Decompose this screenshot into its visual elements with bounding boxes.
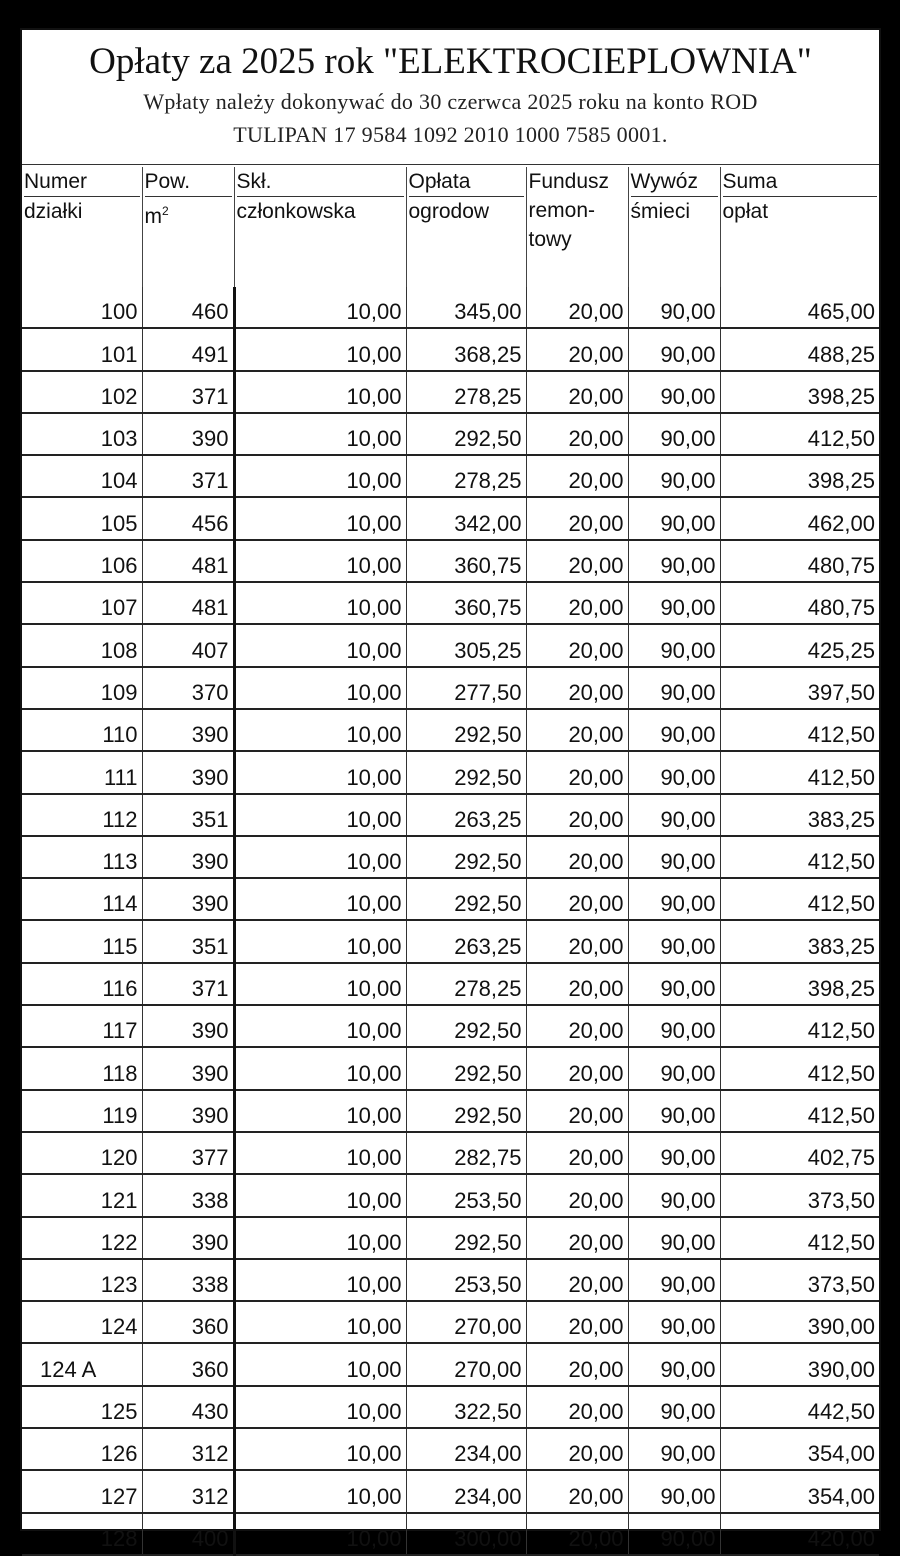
area-cell: 430 [142,1386,234,1428]
membership-fee-cell: 10,00 [234,540,406,582]
area-cell: 312 [142,1470,234,1512]
garden-fee-cell: 278,25 [406,371,526,413]
plot-number-cell: 115 [22,920,142,962]
total-cell: 398,25 [720,371,879,413]
garden-fee-cell: 292,50 [406,1217,526,1259]
plot-number-cell: 125 [22,1386,142,1428]
waste-removal-cell: 90,00 [628,497,720,539]
area-cell: 360 [142,1343,234,1385]
repair-fund-cell: 20,00 [526,1090,628,1132]
waste-removal-cell: 90,00 [628,1047,720,1089]
area-cell: 390 [142,1090,234,1132]
area-cell: 407 [142,624,234,666]
table-row [22,878,879,920]
area-cell: 360 [142,1301,234,1343]
plot-number-cell: 101 [22,328,142,370]
table-row [22,624,879,666]
header-area: Pow. $m^2$ [142,167,234,287]
area-cell: 390 [142,836,234,878]
total-cell: 412,50 [720,751,879,793]
repair-fund-cell: 20,00 [526,667,628,709]
area-cell: 351 [142,920,234,962]
total-cell: 354,00 [720,1428,879,1470]
garden-fee-cell: 234,00 [406,1470,526,1512]
repair-fund-cell: 20,00 [526,751,628,793]
table-row [22,371,879,413]
table-row [22,1301,879,1343]
plot-number-cell: 104 [22,455,142,497]
garden-fee-cell: 234,00 [406,1428,526,1470]
membership-fee-cell: 10,00 [234,455,406,497]
plot-number-cell: 124 [22,1301,142,1343]
table-row [22,1005,879,1047]
total-cell: 412,50 [720,1005,879,1047]
fees-table [22,167,879,1556]
garden-fee-cell: 360,75 [406,582,526,624]
waste-removal-cell: 90,00 [628,1470,720,1512]
area-cell: 390 [142,1047,234,1089]
garden-fee-cell: 292,50 [406,413,526,455]
plot-number-cell: 107 [22,582,142,624]
repair-fund-cell: 20,00 [526,920,628,962]
membership-fee-cell: 10,00 [234,624,406,666]
table-row [22,497,879,539]
waste-removal-cell: 90,00 [628,1386,720,1428]
garden-fee-cell: 345,00 [406,287,526,328]
total-cell: 412,50 [720,1217,879,1259]
table-row [22,963,879,1005]
repair-fund-cell: 20,00 [526,371,628,413]
garden-fee-cell: 368,25 [406,328,526,370]
total-cell: 465,00 [720,287,879,328]
repair-fund-cell: 20,00 [526,709,628,751]
area-cell: 338 [142,1259,234,1301]
waste-removal-cell: 90,00 [628,1132,720,1174]
total-cell: 383,25 [720,920,879,962]
waste-removal-cell: 90,00 [628,878,720,920]
waste-removal-cell: 90,00 [628,540,720,582]
membership-fee-cell: 10,00 [234,287,406,328]
garden-fee-cell: 282,75 [406,1132,526,1174]
waste-removal-cell: 90,00 [628,413,720,455]
plot-number-cell: 110 [22,709,142,751]
membership-fee-cell: 10,00 [234,1090,406,1132]
waste-removal-cell: 90,00 [628,794,720,836]
table-row [22,920,879,962]
total-cell: 480,75 [720,540,879,582]
plot-number-cell: 124 A [22,1343,142,1385]
total-cell: 402,75 [720,1132,879,1174]
membership-fee-cell: 10,00 [234,836,406,878]
membership-fee-cell: 10,00 [234,709,406,751]
header-plot-number: Numer działki [22,167,142,287]
garden-fee-cell: 278,25 [406,455,526,497]
plot-number-cell: 109 [22,667,142,709]
waste-removal-cell: 90,00 [628,328,720,370]
plot-number-cell: 114 [22,878,142,920]
table-row [22,709,879,751]
total-cell: 412,50 [720,836,879,878]
garden-fee-cell: 322,50 [406,1386,526,1428]
table-row [22,1132,879,1174]
garden-fee-cell: 300,00 [406,1513,526,1555]
plot-number-cell: 128 [22,1513,142,1555]
membership-fee-cell: 10,00 [234,1005,406,1047]
garden-fee-cell: 263,25 [406,920,526,962]
repair-fund-cell: 20,00 [526,413,628,455]
area-cell: 390 [142,1217,234,1259]
area-cell: 377 [142,1132,234,1174]
waste-removal-cell: 90,00 [628,1343,720,1385]
repair-fund-cell: 20,00 [526,1132,628,1174]
repair-fund-cell: 20,00 [526,497,628,539]
garden-fee-cell: 263,25 [406,794,526,836]
repair-fund-cell: 20,00 [526,328,628,370]
area-cell: 481 [142,540,234,582]
garden-fee-cell: 292,50 [406,878,526,920]
repair-fund-cell: 20,00 [526,963,628,1005]
total-cell: 412,50 [720,878,879,920]
waste-removal-cell: 90,00 [628,1428,720,1470]
garden-fee-cell: 253,50 [406,1174,526,1216]
plot-number-cell: 105 [22,497,142,539]
repair-fund-cell: 20,00 [526,1428,628,1470]
garden-fee-cell: 342,00 [406,497,526,539]
area-cell: 400 [142,1513,234,1555]
plot-number-cell: 106 [22,540,142,582]
total-cell: 480,75 [720,582,879,624]
plot-number-cell: 127 [22,1470,142,1512]
table-row [22,1428,879,1470]
table-row [22,1174,879,1216]
table-body [22,287,879,1555]
membership-fee-cell: 10,00 [234,794,406,836]
plot-number-cell: 103 [22,413,142,455]
membership-fee-cell: 10,00 [234,328,406,370]
garden-fee-cell: 270,00 [406,1343,526,1385]
membership-fee-cell: 10,00 [234,1470,406,1512]
repair-fund-cell: 20,00 [526,624,628,666]
table-row [22,1386,879,1428]
waste-removal-cell: 90,00 [628,1217,720,1259]
waste-removal-cell: 90,00 [628,287,720,328]
total-cell: 398,25 [720,963,879,1005]
area-cell: 390 [142,751,234,793]
total-cell: 390,00 [720,1343,879,1385]
table-row [22,1090,879,1132]
total-cell: 462,00 [720,497,879,539]
plot-number-cell: 119 [22,1090,142,1132]
waste-removal-cell: 90,00 [628,751,720,793]
membership-fee-cell: 10,00 [234,963,406,1005]
waste-removal-cell: 90,00 [628,920,720,962]
garden-fee-cell: 292,50 [406,1047,526,1089]
garden-fee-cell: 292,50 [406,836,526,878]
repair-fund-cell: 20,00 [526,1217,628,1259]
total-cell: 373,50 [720,1174,879,1216]
plot-number-cell: 100 [22,287,142,328]
payment-instruction: Wpłaty należy dokonywać do 30 czerwca 2025 roku na konto ROD [143,89,758,114]
garden-fee-cell: 278,25 [406,963,526,1005]
total-cell: 412,50 [720,413,879,455]
repair-fund-cell: 20,00 [526,1343,628,1385]
repair-fund-cell: 20,00 [526,794,628,836]
total-cell: 442,50 [720,1386,879,1428]
repair-fund-cell: 20,00 [526,540,628,582]
repair-fund-cell: 20,00 [526,1470,628,1512]
table-row [22,287,879,328]
header-total: Suma opłat [720,167,879,287]
table-row [22,794,879,836]
area-cell: 390 [142,878,234,920]
fee-sheet [20,28,881,1551]
header-garden-fee: Opłata ogrodow [406,167,526,287]
header-waste-removal: Wywóz śmieci [628,167,720,287]
repair-fund-cell: 20,00 [526,1386,628,1428]
total-cell: 412,50 [720,1090,879,1132]
plot-number-cell: 120 [22,1132,142,1174]
waste-removal-cell: 90,00 [628,1090,720,1132]
membership-fee-cell: 10,00 [234,497,406,539]
bank-account: TULIPAN 17 9584 1092 2010 1000 7585 0001. [233,122,668,147]
plot-number-cell: 117 [22,1005,142,1047]
garden-fee-cell: 253,50 [406,1259,526,1301]
table-row [22,328,879,370]
area-cell: 390 [142,709,234,751]
table-row [22,455,879,497]
total-cell: 354,00 [720,1470,879,1512]
garden-fee-cell: 360,75 [406,540,526,582]
table-header [22,167,879,287]
total-cell: 420,00 [720,1513,879,1555]
header-membership-fee: Skł. członkowska [234,167,406,287]
waste-removal-cell: 90,00 [628,667,720,709]
area-cell: 481 [142,582,234,624]
table-row [22,413,879,455]
waste-removal-cell: 90,00 [628,371,720,413]
repair-fund-cell: 20,00 [526,1259,628,1301]
repair-fund-cell: 20,00 [526,1047,628,1089]
table-row [22,667,879,709]
plot-number-cell: 116 [22,963,142,1005]
area-cell: 390 [142,1005,234,1047]
plot-number-cell: 111 [22,751,142,793]
plot-number-cell: 108 [22,624,142,666]
garden-fee-cell: 292,50 [406,1090,526,1132]
table-row [22,1259,879,1301]
waste-removal-cell: 90,00 [628,624,720,666]
table-row [22,1343,879,1385]
area-cell: 491 [142,328,234,370]
table-row [22,751,879,793]
membership-fee-cell: 10,00 [234,878,406,920]
table-row [22,1217,879,1259]
page-title: Opłaty za 2025 rok "ELEKTROCIEPLOWNIA" [89,41,812,82]
table-row [22,540,879,582]
membership-fee-cell: 10,00 [234,371,406,413]
area-cell: 371 [142,455,234,497]
membership-fee-cell: 10,00 [234,667,406,709]
waste-removal-cell: 90,00 [628,1174,720,1216]
garden-fee-cell: 277,50 [406,667,526,709]
plot-number-cell: 102 [22,371,142,413]
waste-removal-cell: 90,00 [628,836,720,878]
table-row [22,1047,879,1089]
table-row [22,1513,879,1555]
table-row [22,1470,879,1512]
plot-number-cell: 121 [22,1174,142,1216]
garden-fee-cell: 292,50 [406,751,526,793]
plot-number-cell: 112 [22,794,142,836]
total-cell: 412,50 [720,709,879,751]
waste-removal-cell: 90,00 [628,1259,720,1301]
total-cell: 390,00 [720,1301,879,1343]
garden-fee-cell: 292,50 [406,709,526,751]
membership-fee-cell: 10,00 [234,1428,406,1470]
waste-removal-cell: 90,00 [628,455,720,497]
area-cell: 460 [142,287,234,328]
area-cell: 312 [142,1428,234,1470]
plot-number-cell: 122 [22,1217,142,1259]
total-cell: 425,25 [720,624,879,666]
membership-fee-cell: 10,00 [234,1259,406,1301]
garden-fee-cell: 305,25 [406,624,526,666]
garden-fee-cell: 270,00 [406,1301,526,1343]
total-cell: 373,50 [720,1259,879,1301]
waste-removal-cell: 90,00 [628,582,720,624]
membership-fee-cell: 10,00 [234,751,406,793]
membership-fee-cell: 10,00 [234,1217,406,1259]
waste-removal-cell: 90,00 [628,709,720,751]
area-cell: 338 [142,1174,234,1216]
table-row [22,582,879,624]
repair-fund-cell: 20,00 [526,1174,628,1216]
membership-fee-cell: 10,00 [234,1132,406,1174]
title-box [22,30,879,165]
membership-fee-cell: 10,00 [234,1174,406,1216]
repair-fund-cell: 20,00 [526,455,628,497]
total-cell: 488,25 [720,328,879,370]
membership-fee-cell: 10,00 [234,413,406,455]
area-cell: 390 [142,413,234,455]
total-cell: 397,50 [720,667,879,709]
area-cell: 370 [142,667,234,709]
repair-fund-cell: 20,00 [526,1301,628,1343]
membership-fee-cell: 10,00 [234,1386,406,1428]
total-cell: 383,25 [720,794,879,836]
area-cell: 456 [142,497,234,539]
plot-number-cell: 118 [22,1047,142,1089]
area-cell: 371 [142,371,234,413]
plot-number-cell: 123 [22,1259,142,1301]
garden-fee-cell: 292,50 [406,1005,526,1047]
repair-fund-cell: 20,00 [526,1005,628,1047]
repair-fund-cell: 20,00 [526,582,628,624]
table-row [22,836,879,878]
total-cell: 412,50 [720,1047,879,1089]
area-cell: 371 [142,963,234,1005]
repair-fund-cell: 20,00 [526,878,628,920]
membership-fee-cell: 10,00 [234,1301,406,1343]
waste-removal-cell: 90,00 [628,963,720,1005]
plot-number-cell: 113 [22,836,142,878]
waste-removal-cell: 90,00 [628,1301,720,1343]
membership-fee-cell: 10,00 [234,920,406,962]
membership-fee-cell: 10,00 [234,1343,406,1385]
waste-removal-cell: 90,00 [628,1005,720,1047]
repair-fund-cell: 20,00 [526,287,628,328]
repair-fund-cell: 20,00 [526,1513,628,1555]
total-cell: 398,25 [720,455,879,497]
waste-removal-cell: 90,00 [628,1513,720,1555]
membership-fee-cell: 10,00 [234,582,406,624]
area-cell: 351 [142,794,234,836]
membership-fee-cell: 10,00 [234,1047,406,1089]
repair-fund-cell: 20,00 [526,836,628,878]
membership-fee-cell: 10,00 [234,1513,406,1555]
header-repair-fund: Fundusz remon- towy [526,167,628,287]
plot-number-cell: 126 [22,1428,142,1470]
